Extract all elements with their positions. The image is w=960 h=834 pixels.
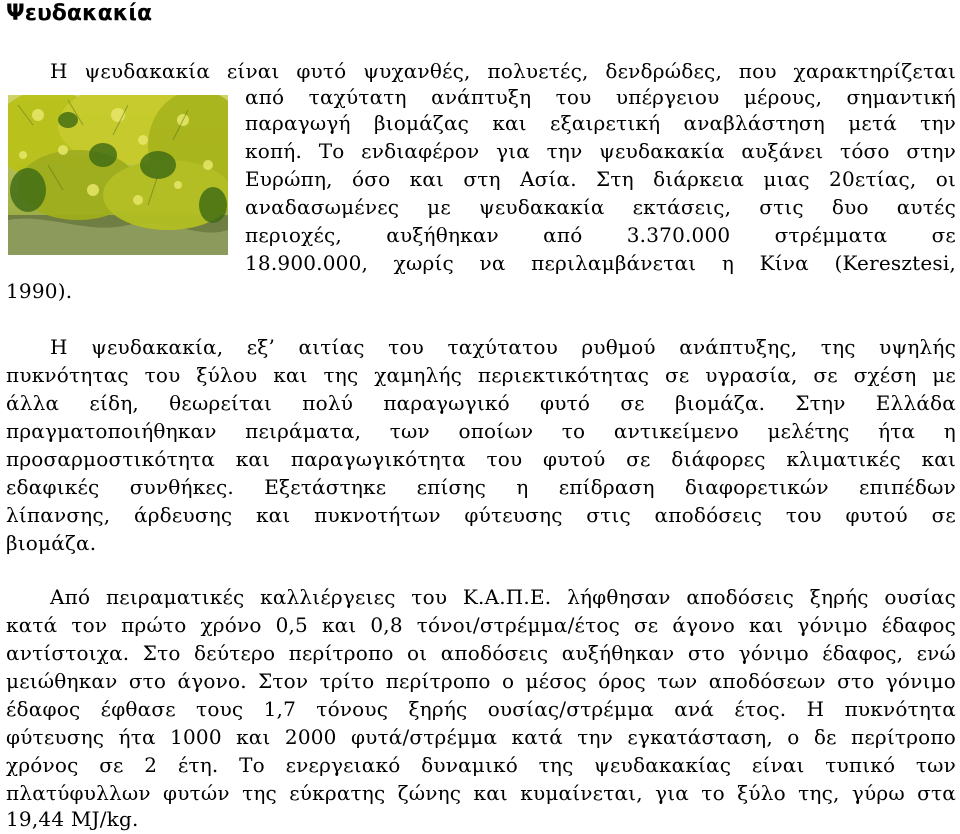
paragraph-1-line-7: περιοχές, αυξήθηκαν από 3.370.000 στρέμματα σε <box>245 223 956 247</box>
paragraph-3-line-2: κατά τον πρώτο χρόνο 0,5 και 0,8 τόνοι/στρέμμα/έτος σε άγονο και γόνιμο έδαφος <box>6 613 956 637</box>
paragraph-1-line-6: αναδασωμένες με ψευδακακία εκτάσεις, στις δυο αυτές <box>245 195 956 219</box>
paragraph-3-line-3: αντίστοιχα. Στο δεύτερο περίτροπο οι αποδόσεις αυξήθηκαν στο γόνιμο έδαφος, ενώ <box>6 641 956 665</box>
paragraph-3-line-5: έδαφος έφθασε τους 1,7 τόνους ξηρής ουσίας/στρέμμα ανά έτος. Η πυκνότητα <box>6 697 956 721</box>
paragraph-2-line-5: προσαρμοστικότητα και παραγωγικότητα του φυτού σε διάφορες κλιματικές και <box>6 447 956 471</box>
paragraph-1-line-5: Ευρώπη, όσο και στη Ασία. Στη διάρκεια μιας 20ετίας, οι <box>245 167 956 191</box>
paragraph-2-line-1: Η ψευδακακία, εξ’ αιτίας του ταχύτατου ρυθμού ανάπτυξης, της υψηλής <box>50 335 956 359</box>
paragraph-2-line-7: λίπανσης, άρδευσης και πυκνοτήτων φύτευσης στις αποδόσεις του φυτού σε <box>6 503 956 527</box>
paragraph-3-line-6: φύτευσης ήτα 1000 και 2000 φυτά/στρέμμα κατά την εγκατάσταση, ο δε περίτροπο <box>6 725 956 749</box>
paragraph-3-line-4: μειώθηκαν στο άγονο. Στον τρίτο περίτροπο ο μέσος όρος των αποδόσεων στο γόνιμο <box>6 669 956 693</box>
paragraph-2-line-3: άλλα είδη, θεωρείται πολύ παραγωγικό φυτό σε βιομάζα. Στην Ελλάδα <box>6 391 956 415</box>
paragraph-3-line-1: Από πειραματικές καλλιέργειες του Κ.Α.Π.Ε. λήφθησαν αποδόσεις ξηρής ουσίας <box>50 585 956 609</box>
paragraph-1-line-3: παραγωγή βιομάζας και εξαιρετική αναβλάστηση μετά την <box>245 111 956 135</box>
paragraph-2-line-4: πραγματοποιήθηκαν πειράματα, των οποίων το αντικείμενο μελέτης ήτα η <box>6 419 956 443</box>
paragraph-2-line-2: πυκνότητας του ξύλου και της χαμηλής περιεκτικότητας σε υγρασία, σε σχέση με <box>6 363 956 387</box>
paragraph-1-line-2: από ταχύτατη ανάπτυξη του υπέργειου μέρους, σημαντική <box>245 85 956 109</box>
paragraph-1-line-9: 1990). <box>6 279 73 303</box>
paragraph-3-line-7: χρόνος σε 2 έτη. Το ενεργειακό δυναμικό της ψευδακακίας είναι τυπικό των <box>6 753 956 777</box>
paragraph-2-line-6: εδαφικές συνθήκες. Εξετάστηκε επίσης η επίδραση διαφορετικών επιπέδων <box>6 475 956 499</box>
paragraph-1-line-4: κοπή. Το ενδιαφέρον για την ψευδακακία αυξάνει τόσο στην <box>245 139 956 163</box>
paragraph-2-line-8: βιομάζα. <box>6 531 97 555</box>
paragraph-3-line-9: 19,44 MJ/kg. <box>6 807 139 831</box>
shrub-photo-icon <box>8 95 228 255</box>
paragraph-3-line-8: πλατύφυλλων φυτών της εύκρατης ζώνης και κυμαίνεται, για το ξύλο της, γύρω στα <box>6 781 956 805</box>
paragraph-1-line-8: 18.900.000, χωρίς να περιλαμβάνεται η Κίνα (Keresztesi, <box>245 251 956 275</box>
section-title: Ψευδακακία <box>6 1 153 26</box>
paragraph-1-line-1: Η ψευδακακία είναι φυτό ψυχανθές, πολυετές, δενδρώδες, που χαρακτηρίζεται <box>50 59 956 83</box>
